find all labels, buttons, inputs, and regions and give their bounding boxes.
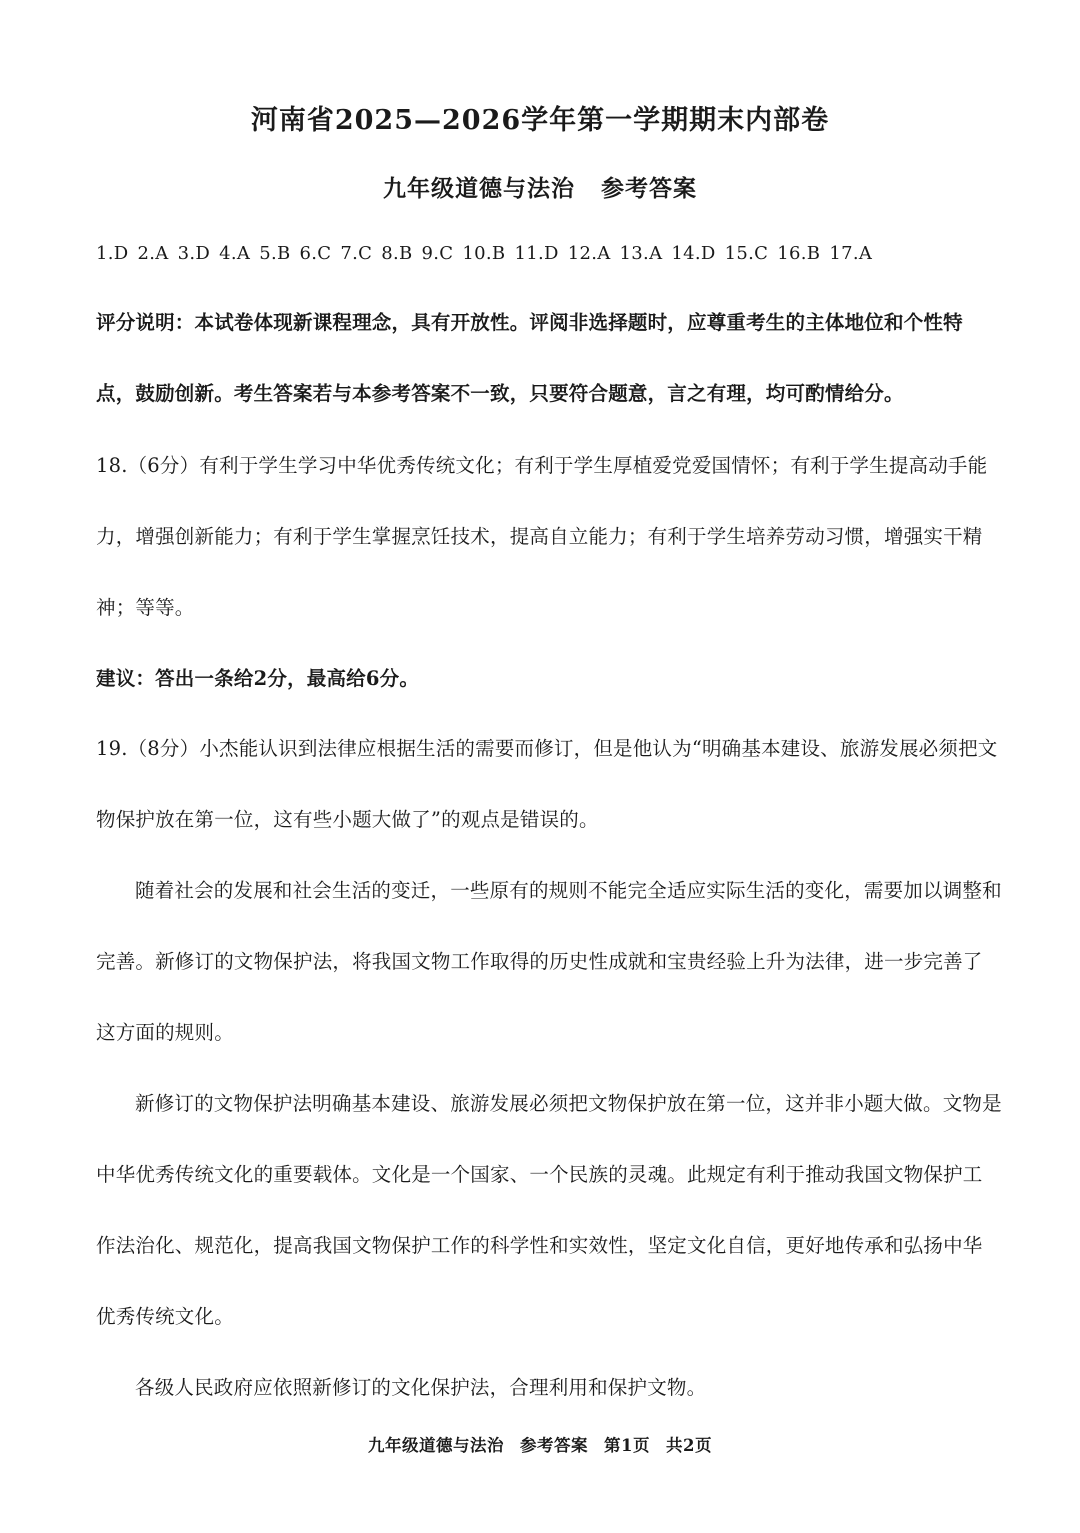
page-subtitle [0, 170, 1080, 203]
answer-item: 9.C [421, 243, 454, 264]
multiple-choice-answers [96, 243, 881, 264]
answer-item: 17.A [829, 243, 873, 264]
page-title: 河南省2025—2026学年第一学期期末内部卷 [250, 105, 830, 136]
answer-item: 7.C [340, 243, 373, 264]
answer-item: 10.B [462, 243, 506, 264]
subtitle-subject: 九年级道德与法治 [383, 175, 575, 202]
answer-item: 3.D [177, 243, 211, 264]
answer-item: 13.A [619, 243, 663, 264]
footer-subject: 九年级道德与法治 [368, 1436, 505, 1455]
scoring-note: 评分说明：本试卷体现新课程理念，具有开放性。评阅非选择题时，应尊重考生的主体地位和个性特点，鼓励创新。考生答案若与本参考答案不一致，只要符合题意，言之有理，均可酌情给分。 [96, 311, 963, 405]
answer-item: 2.A [137, 243, 169, 264]
footer-page-total: 共2页 [666, 1436, 712, 1455]
footer-doc: 参考答案 [520, 1436, 589, 1455]
answer-item: 1.D [96, 243, 129, 264]
answer-item: 15.C [724, 243, 769, 264]
answer-item: 14.D [671, 243, 716, 264]
question-19-paragraph-3: 各级人民政府应依照新修订的文化保护法，合理利用和保护文物。 [135, 1376, 707, 1399]
question-19-paragraph-1: 随着社会的发展和社会生活的变迁，一些原有的规则不能完全适应实际生活的变化，需要加以调整和完善。新修订的文物保护法，将我国文物工作取得的历史性成就和宝贵经验上升为法律，进一步完善了这方面的规则。 [96, 879, 1002, 1044]
page-footer [0, 1432, 1080, 1456]
answer-item: 5.B [259, 243, 291, 264]
answer-item: 11.D [514, 243, 559, 264]
question-19-intro: 19.（8分）小杰能认识到法律应根据生活的需要而修订，但是他认为“明确基本建设、旅游发展必须把文物保护放在第一位，这有些小题大做了”的观点是错误的。 [96, 737, 998, 831]
question-18-suggestion: 建议：答出一条给2分，最高给6分。 [96, 667, 420, 690]
answer-item: 4.A [219, 243, 251, 264]
answer-item: 12.A [567, 243, 611, 264]
answer-item: 16.B [777, 243, 821, 264]
question-18-answer: 18.（6分）有利于学生学习中华优秀传统文化；有利于学生厚植爱党爱国情怀；有利于学生提高动手能力，增强创新能力；有利于学生掌握烹饪技术，提高自立能力；有利于学生培养劳动习惯，增强实干精神；等等。 [96, 454, 988, 619]
subtitle-doc: 参考答案 [601, 175, 697, 202]
answer-item: 6.C [299, 243, 332, 264]
question-19-paragraph-2: 新修订的文物保护法明确基本建设、旅游发展必须把文物保护放在第一位，这并非小题大做。文物是中华优秀传统文化的重要载体。文化是一个国家、一个民族的灵魂。此规定有利于推动我国文物保护工作法治化、规范化，提高我国文物保护工作的科学性和实效性，坚定文化自信，更好地传承和弘扬中华优秀传统文化。 [96, 1092, 1002, 1328]
footer-page-number: 第1页 [604, 1436, 650, 1455]
answer-item: 8.B [381, 243, 413, 264]
